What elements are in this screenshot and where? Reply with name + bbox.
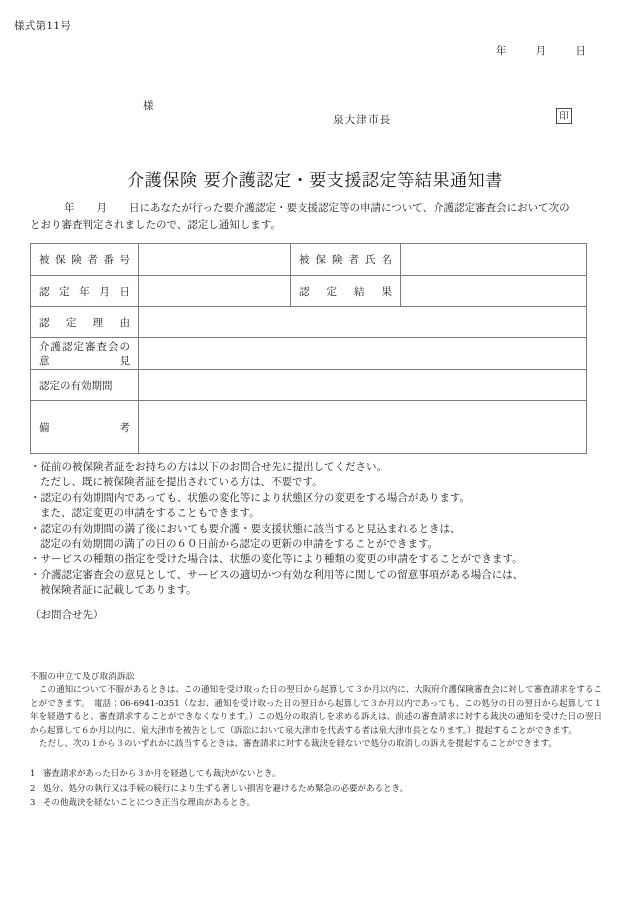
appeal-exception-list [30,767,602,811]
value-remarks[interactable] [139,401,587,454]
issue-date-day: 日 [575,45,586,57]
value-certification-reason[interactable] [139,307,587,338]
label-insured-number: 被保険者番号 [31,244,139,276]
appeal-item-number-3: 3 [30,798,36,809]
list-item [30,796,602,811]
form-number: 様式第11号 [14,20,72,32]
label-certification-result: 認定結果 [291,276,401,307]
label-review-board-opinion [31,338,139,370]
intro-paragraph [30,200,586,234]
appeal-item-text-3: その他裁決を経ないことにつき正当な理由があるとき。 [43,798,255,809]
list-item [30,568,600,599]
intro-line-1: 日にあなたが行った要介護認定・要支援認定等の申請について、介護認定審査会において次の [129,202,570,214]
table-row [31,276,587,307]
appeal-item-number-2: 2 [30,783,36,794]
label-insured-name: 被保険者氏名 [291,244,401,276]
note-main-2: ・認定の有効期間の満了後においても要介護・要支援状態に該当すると見込まれるときは、 [30,522,461,535]
intro-year: 年 [64,202,75,214]
note-main-3: ・サービスの種類の指定を受けた場合は、状態の変化等により種類の変更の申請をすることができます。 [30,553,523,566]
appeal-item-text-2: 処分、処分の執行又は手続の続行により生ずる著しい損害を避けるため緊急の必要があるとき。 [43,783,409,794]
note-main-0: ・従前の被保険者証をお持ちの方は以下のお問合せ先に提出してください。 [30,461,387,473]
appeal-paragraph-2: ただし、次の１から３のいずれかに該当するときは、審査請求に対する裁決を経ないで処分の取消しの訴えを提起することができます。 [39,739,557,750]
table-row [31,338,587,370]
note-sub-4: 被保険者証に記載してあります。 [40,584,197,597]
value-insured-name[interactable] [401,244,587,276]
table-row [31,401,587,454]
issue-date-month: 月 [535,45,547,57]
appeal-paragraph-1: この通知について不服があるときは、この通知を受け取った日の翌日から起算して３か月以内に、大阪府介護保険審査会に対して審査請求をすることができます。 電話：06-6941-0351（なお、通知を受け取った日の翌日から起算して３か月以内であっても、この処分の日の翌日から起算して１年を経過すると、審査請求することができなくなります。）この処分の取消しを求める訴えは、前述の審査請求に対する裁決の通知を受けた日の翌日から起算して６か月以内に、泉大津市を被告として（訴訟において泉大津市を代表する者は泉大津市長となります。）提起することができます。 [30,685,602,736]
note-main-4: ・介護認定審査会の意見として、サービスの適切かつ有効な利用等に関しての留意事項がある場合には、 [30,568,524,581]
appeal-item-number-1: 1 [30,769,36,779]
label-review-board-opinion-line2: 意見 [39,354,130,367]
label-validity-period: 認定の有効期間 [31,370,139,401]
appeal-section-body [30,684,602,752]
note-sub-2: 認定の有効期間の満了の日の６０日前から認定の更新の申請をすることができます。 [40,538,439,551]
value-certification-date[interactable] [139,276,291,307]
contact-label: （お問合せ先） [30,609,104,621]
value-review-board-opinion[interactable] [139,338,587,370]
label-remarks: 備考 [31,401,139,454]
value-certification-result[interactable] [401,276,587,307]
note-main-1: ・認定の有効期間内であっても、状態の変化等により状態区分の変更をする場合があります。 [30,491,471,504]
value-validity-period[interactable] [139,370,587,401]
issuer-name: 泉大津市長 [333,114,392,126]
certification-result-table [30,243,587,454]
label-certification-reason: 認定理由 [31,307,139,338]
addressee-honorific: 様 [143,100,154,112]
table-row [31,307,587,338]
table-row [31,244,587,276]
issue-date-line [496,43,586,58]
intro-month: 月 [96,202,107,214]
value-insured-number[interactable] [139,244,291,276]
list-item [30,522,600,553]
list-item [30,782,602,797]
label-certification-date: 認定年月日 [31,276,139,307]
list-item [30,491,600,522]
issue-date-year: 年 [495,45,507,57]
list-item [30,460,600,491]
page-title: 介護保険 要介護認定・要支援認定等結果通知書 [127,171,503,191]
label-review-board-opinion-line1: 介護認定審査会の [39,340,130,353]
appeal-section-heading: 不服の申立て及び取消訴訟 [30,672,135,682]
notes-list [30,460,600,599]
note-sub-1: また、認定変更の申請をすることもできます。 [40,507,260,520]
list-item [30,552,600,567]
intro-line-2: とおり審査判定されましたので、認定し通知します。 [30,219,281,231]
seal-stamp-box: 印 [556,108,572,124]
table-row [31,370,587,401]
note-sub-0: ただし、既に被保険者証を提出されている方は、不要です。 [40,476,323,489]
list-item [30,767,602,782]
appeal-item-text-1: 審査請求があった日から３か月を経過しても裁決がないとき。 [43,769,281,779]
